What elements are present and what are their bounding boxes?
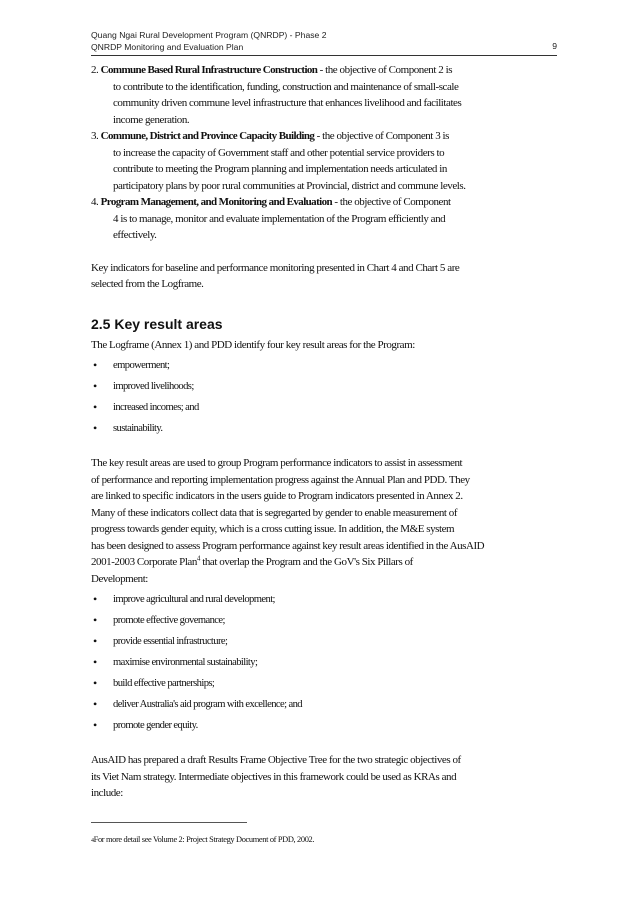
list-item: • provide essential infrastructure; xyxy=(91,631,551,652)
list-item: • promote effective governance; xyxy=(91,610,551,631)
component-item-4 xyxy=(91,194,551,244)
component-line: contribute to meeting the Program planning and implementation needs articulated in xyxy=(113,163,447,175)
header-program-title: Quang Ngai Rural Development Program (QNRDP) - Phase 2 xyxy=(91,30,327,40)
component-lead: - the objective of Component xyxy=(332,196,451,208)
bullet-icon: • xyxy=(93,421,98,435)
list-item: • improved livelihoods; xyxy=(91,376,551,397)
component-line: income generation. xyxy=(113,113,190,126)
key-indicators-paragraph: Key indicators for baseline and performance monitoring presented in Chart 4 and Chart 5 are selected from the Logframe. xyxy=(91,261,460,290)
bullet-icon: • xyxy=(93,718,98,732)
header-document-title: QNRDP Monitoring and Evaluation Plan xyxy=(91,41,244,52)
component-line: participatory plans by poor rural communities at Provincial, district and commune levels. xyxy=(113,179,466,192)
bullet-icon: • xyxy=(93,697,98,711)
ausaid-paragraph: AusAID has prepared a draft Results Frame Objective Tree for the two strategic objectives of its Viet Nam strategy. Intermediate objectives in this framework could be used as KRAs and include: xyxy=(91,754,461,799)
component-line: community driven commune level infrastructure that enhances livelihood and facilitates xyxy=(113,97,462,109)
component-line: 4 is to manage, monitor and evaluate implementation of the Program efficiently and xyxy=(113,212,446,225)
component-line: effectively. xyxy=(113,229,157,241)
bullet-icon: • xyxy=(93,379,98,393)
list-item: • deliver Australia's aid program with excellence; and xyxy=(91,694,551,715)
list-item: • build effective partnerships; xyxy=(91,673,551,694)
bullet-icon: • xyxy=(93,655,98,669)
list-item: • improve agricultural and rural development; xyxy=(91,589,551,610)
component-line: to increase the capacity of Government staff and other potential service providers to xyxy=(113,146,445,159)
component-title: Program Management, and Monitoring and Evaluation xyxy=(100,196,333,208)
footnote-mark: 4 xyxy=(91,838,94,844)
component-number: 3. xyxy=(91,130,99,142)
footnote-reference[interactable]: 4 xyxy=(196,554,200,563)
bullet-icon: • xyxy=(93,400,98,414)
bullet-icon: • xyxy=(93,613,98,627)
footnote xyxy=(91,835,314,844)
component-item-3 xyxy=(91,128,551,194)
list-item: • sustainability. xyxy=(91,418,551,439)
pillars-list xyxy=(91,589,551,736)
component-number: 4. xyxy=(91,196,99,208)
component-number: 2. xyxy=(91,64,99,76)
component-title: Commune Based Rural Infrastructure Construction xyxy=(100,64,318,76)
list-item: • empowerment; xyxy=(91,355,551,376)
page-number: 9 xyxy=(552,41,557,51)
page-header xyxy=(91,30,557,53)
list-item: • promote gender equity. xyxy=(91,715,551,736)
bullet-icon: • xyxy=(93,634,98,648)
document-body xyxy=(91,62,551,802)
kra-usage-paragraph: The key result areas are used to group Program performance indicators to assist in assessment of performance and reporting implementation progress against the Annual Plan and PDD. They are linked to specific indicators in the users guide to Program indicators presented in Annex 2. Many of these indicators collect data that is segregarted by gender to enable measurement of progress towards gender equity, which is a cross cutting issue. In addition, the M&E system has been designed to assess Program performance against key result areas identified in the AusAID 2001-2003 Corporate Plan$^4$ that overlap the Program and the GoV's Six Pillars of Development: xyxy=(91,457,485,585)
footnote-rule xyxy=(91,822,247,823)
component-lead: - the objective of Component 2 is xyxy=(317,64,453,76)
bullet-icon: • xyxy=(93,592,98,606)
list-item: • maximise environmental sustainability; xyxy=(91,652,551,673)
component-lead: - the objective of Component 3 is xyxy=(314,130,449,142)
component-line: to contribute to the identification, funding, construction and maintenance of small-scale xyxy=(113,80,459,93)
component-item-2 xyxy=(91,62,551,128)
header-rule xyxy=(91,55,557,56)
kra-intro: The Logframe (Annex 1) and PDD identify four key result areas for the Program: xyxy=(91,338,415,351)
list-item: • increased incomes; and xyxy=(91,397,551,418)
bullet-icon: • xyxy=(93,358,98,372)
bullet-icon: • xyxy=(93,676,98,690)
component-title: Commune, District and Province Capacity Building xyxy=(100,130,315,142)
section-title: 2.5 Key result areas xyxy=(91,315,223,332)
kra-list xyxy=(91,355,551,439)
footnote-text: For more detail see Volume 2: Project Strategy Document of PDD, 2002. xyxy=(93,835,315,844)
